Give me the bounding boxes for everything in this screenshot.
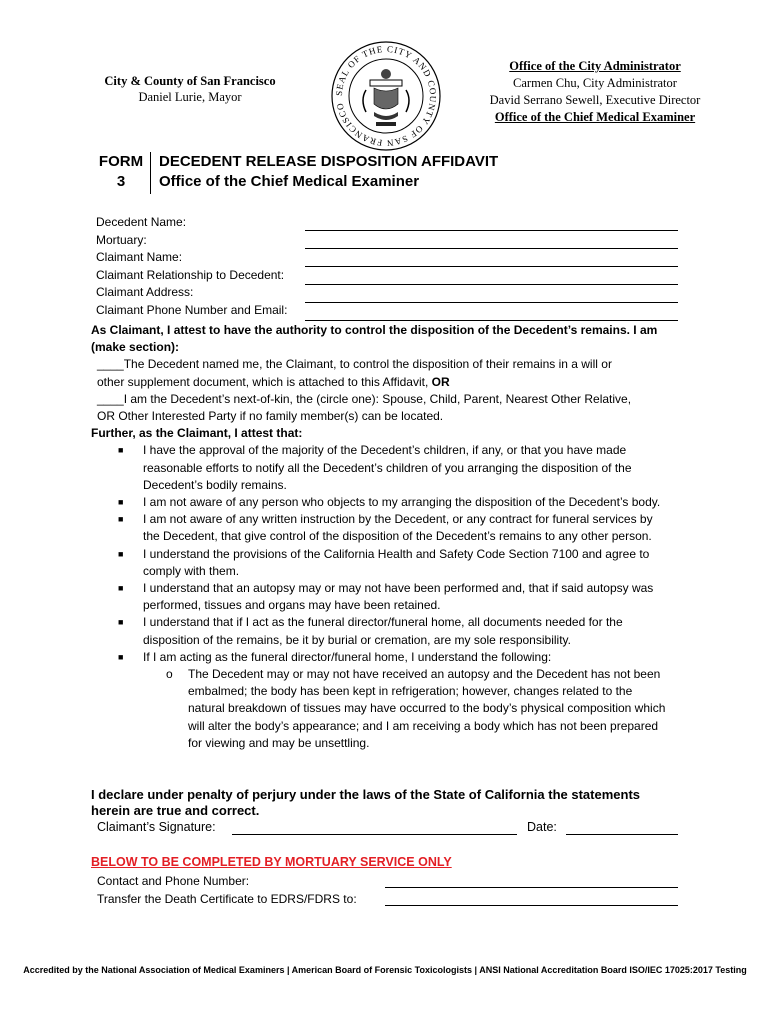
square-bullet-icon: ■: [118, 497, 124, 508]
accreditation-footer: Accredited by the National Association of Medical Examiners | American Board of Forensic Toxicologists | ANSI National Accreditation Board ISO/IEC 17025:2017 Testing: [23, 965, 747, 975]
director-name: David Serrano Sewell, Executive Director: [489, 93, 701, 107]
claimant-name-field[interactable]: [305, 266, 678, 267]
mortuary-field[interactable]: [305, 248, 678, 249]
mayor-name: Daniel Lurie, Mayor: [138, 90, 242, 104]
form-number: 3: [116, 173, 126, 190]
square-bullet-icon: ■: [118, 548, 124, 559]
date-label: Date:: [527, 820, 557, 834]
mortuary-heading: BELOW TO BE COMPLETED BY MORTUARY SERVICE ONLY: [91, 855, 452, 869]
signature-field[interactable]: [232, 834, 517, 835]
field-label: Mortuary:: [96, 232, 147, 247]
option-will-line2: other supplement document, which is attached to this Affidavit,: [97, 374, 429, 389]
mortuary-fields: [97, 872, 357, 908]
city-name: City & County of San Francisco: [104, 74, 276, 88]
option-will-line1[interactable]: ____The Decedent named me, the Claimant, to control the disposition of their remains in a will or: [97, 357, 612, 372]
transfer-field[interactable]: [385, 905, 678, 906]
contact-label: Contact and Phone Number:: [97, 874, 250, 888]
square-bullet-icon: ■: [118, 445, 124, 456]
header-left: [60, 73, 320, 105]
transfer-label: Transfer the Death Certificate to EDRS/FDRS to:: [97, 892, 357, 906]
attest-intro: As Claimant, I attest to have the authority to control the disposition of the Decedent’s remains. I am (make section):: [91, 323, 658, 355]
further-heading: Further, as the Claimant, I attest that:: [91, 426, 303, 441]
seal-text: SEAL OF THE CITY AND COUNTY OF SAN FRANCISCO: [333, 43, 439, 149]
form-title: [159, 152, 498, 192]
field-label: Claimant Relationship to Decedent:: [96, 267, 285, 282]
relationship-field[interactable]: [305, 284, 678, 285]
square-bullet-icon: ■: [118, 583, 124, 594]
phone-email-field[interactable]: [305, 320, 678, 321]
administrator-name: Carmen Chu, City Administrator: [513, 76, 677, 90]
option-or: OR: [431, 374, 450, 389]
list-item: ■ If I am acting as the funeral director/funeral home, I understand the following:: [91, 649, 671, 666]
field-label: Claimant Phone Number and Email:: [96, 302, 288, 317]
city-seal-icon: [330, 40, 442, 152]
form-title-line1: DECEDENT RELEASE DISPOSITION AFFIDAVIT: [159, 153, 499, 170]
list-item: ■ I understand that an autopsy may or may not have been performed and, that if said autopsy was performed, tissues and organs may have been retained.: [118, 581, 654, 613]
field-label: Claimant Address:: [96, 285, 194, 299]
list-item: ■ I am not aware of any written instruction by the Decedent, or any contract for funeral services by the Decedent, that give control of the disposition of the Decedent’s remains to any other person.: [118, 512, 653, 544]
contact-phone-field[interactable]: [385, 887, 678, 888]
list-item: ■ I understand the provisions of the California Health and Safety Code Section 7100 and agree to comply with them.: [118, 546, 650, 578]
square-bullet-icon: ■: [118, 514, 124, 525]
ocme-title: Office of the Chief Medical Examiner: [494, 110, 696, 124]
form-label-line1: FORM: [98, 153, 144, 170]
square-bullet-icon: ■: [118, 651, 124, 662]
square-bullet-icon: ■: [118, 617, 124, 628]
option-kin-line2: OR Other Interested Party if no family member(s) can be located.: [97, 409, 444, 424]
decedent-name-field[interactable]: [305, 230, 678, 231]
list-item: ■ I am not aware of any person who objects to my arranging the disposition of the Decedent’s body.: [91, 494, 671, 511]
form-label: [95, 152, 147, 192]
declaration-text: I declare under penalty of perjury under the laws of the State of California the statements herein are true and correct.: [91, 787, 641, 818]
list-item: ■ I have the approval of the majority of the Decedent’s children, if any, or that you have made reasonable efforts to notify all the Decedent’s children of you arranging the disposition of the Decedent’s bodily remains.: [118, 443, 632, 492]
sub-list: [91, 666, 671, 752]
form-title-line2: Office of the Chief Medical Examiner: [159, 173, 420, 190]
circle-bullet-icon: o: [166, 667, 173, 682]
date-field[interactable]: [566, 834, 678, 835]
claimant-fields: [96, 214, 287, 319]
address-field[interactable]: [305, 302, 678, 303]
office-title: Office of the City Administrator: [509, 59, 681, 73]
form-divider: [150, 152, 151, 194]
field-label: Claimant Name:: [96, 250, 183, 264]
list-item: ■ I understand that if I act as the funeral director/funeral home, all documents needed for the disposition of the remains, be it by burial or cremation, are my sole responsibility.: [118, 615, 623, 647]
option-kin-line1[interactable]: ____I am the Decedent’s next-of-kin, the (circle one): Spouse, Child, Parent, Nearest Other Relative,: [97, 391, 632, 406]
attest-list: [91, 442, 671, 666]
field-label: Decedent Name:: [96, 215, 187, 229]
sub-list-item: o The Decedent may or may not have received an autopsy and the Decedent has not been embalmed; the body has been kept in refrigeration; however, changes related to the natural breakdown of tissues may have occurred to the body’s physical composition which will alter the body’s appearance; and I am receiving a body which has not been prepared for viewing and may be unsettling.: [166, 667, 666, 750]
attestation-body: [91, 322, 671, 752]
signature-label: Claimant’s Signature:: [97, 820, 216, 834]
header-right: [440, 58, 750, 126]
